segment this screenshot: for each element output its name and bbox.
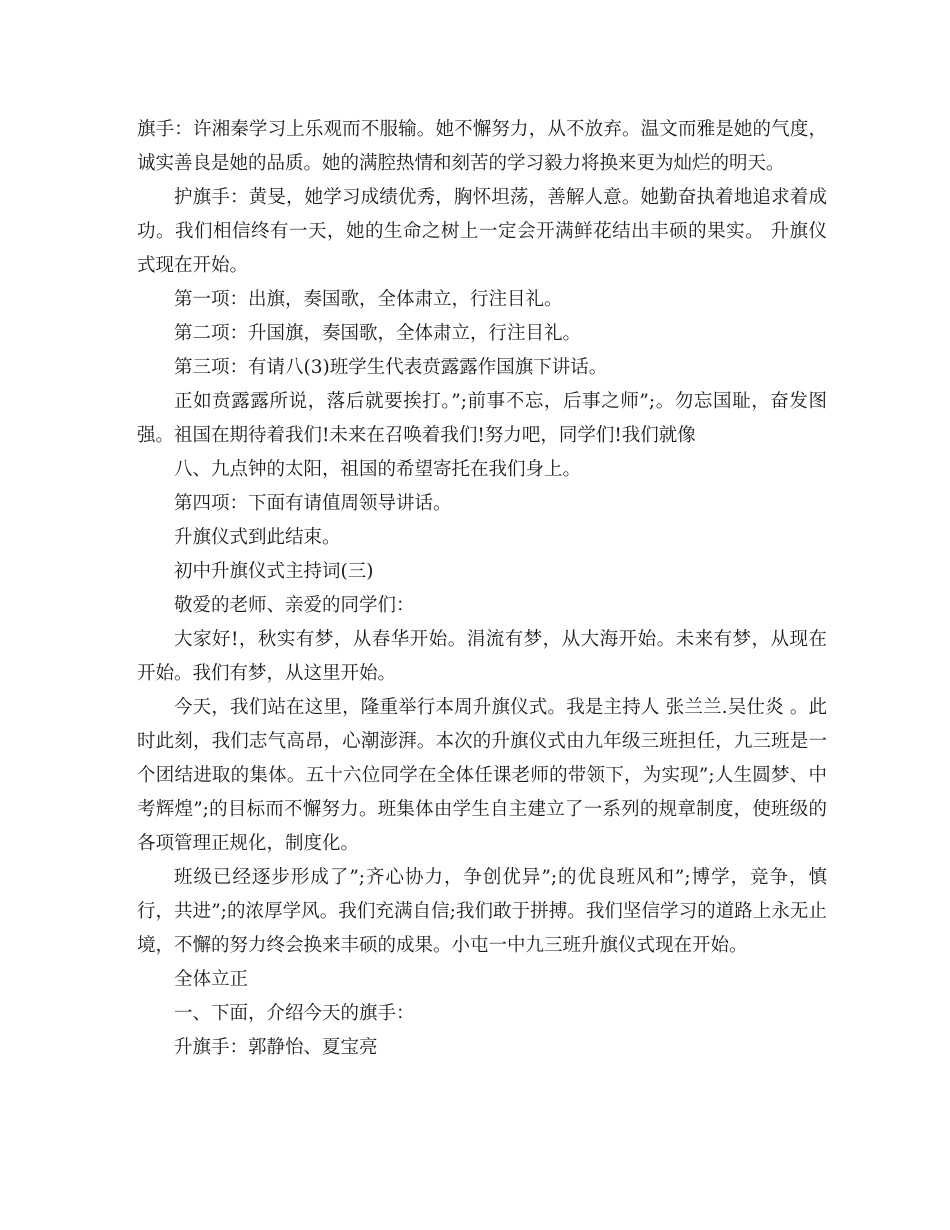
paragraph-morning-sun: 八、九点钟的太阳，祖国的希望寄托在我们身上。	[174, 459, 582, 480]
paragraph-class-intro: 今天，我们站在这里，隆重举行本周升旗仪式。我是主持人 张兰兰.吴仕炎 。此时此刻，我们志气高昂，心潮澎湃。本次的升旗仪式由九年级三班担任，九三班是一个团结进取的集体。五十六位同学在全体任课老师的带领下，为实现”;人生圆梦、中考辉煌”;的目标而不懈努力。班集体由学生自主建立了一系列的规章制度，使班级的各项管理正规化，制度化。	[137, 697, 827, 854]
paragraph-introduce-bearers: 一、下面，介绍今天的旗手：	[174, 1003, 415, 1024]
paragraph-stand-attention: 全体立正	[174, 969, 249, 990]
document-page	[137, 113, 827, 1065]
section-heading: 初中升旗仪式主持词(三)	[174, 561, 374, 582]
paragraph-dreams: 大家好!，秋实有梦，从春华开始。涓流有梦，从大海开始。未来有梦，从现在开始。我们有梦，从这里开始。	[137, 629, 827, 684]
paragraph-flag-guard: 护旗手：黄旻，她学习成绩优秀，胸怀坦荡，善解人意。她勤奋执着地追求着成功。我们相信终有一天，她的生命之树上一定会开满鲜花结出丰硕的果实。 升旗仪式现在开始。	[137, 187, 827, 276]
paragraph-speech-summary: 正如贲露露所说，落后就要挨打。”;前事不忘，后事之师”;。勿忘国耻，奋发图强。祖国在期待着我们!未来在召唤着我们!努力吧，同学们!我们就像	[137, 391, 827, 446]
paragraph-greeting: 敬爱的老师、亲爱的同学们：	[174, 595, 415, 616]
paragraph-ceremony-end: 升旗仪式到此结束。	[174, 527, 341, 548]
paragraph-step-one: 第一项：出旗，奏国歌，全体肃立，行注目礼。	[174, 289, 563, 310]
paragraph-step-four: 第四项：下面有请值周领导讲话。	[174, 493, 452, 514]
paragraph-flag-bearer: 旗手：许湘秦学习上乐观而不服输。她不懈努力，从不放弃。温文而雅是她的气度，诚实善良是她的品质。她的满腔热情和刻苦的学习毅力将换来更为灿烂的明天。	[137, 119, 827, 174]
paragraph-step-three: 第三项：有请八(3)班学生代表贲露露作国旗下讲话。	[174, 357, 608, 378]
paragraph-class-spirit: 班级已经逐步形成了”;齐心协力，争创优异”;的优良班风和”;博学，竞争，慎行，共进”;的浓厚学风。我们充满自信;我们敢于拼搏。我们坚信学习的道路上永无止境，不懈的努力终会换来丰硕的成果。小屯一中九三班升旗仪式现在开始。	[137, 867, 827, 956]
paragraph-step-two: 第二项：升国旗，奏国歌，全体肃立，行注目礼。	[174, 323, 582, 344]
paragraph-flag-raisers: 升旗手：郭静怡、夏宝亮	[174, 1037, 378, 1058]
